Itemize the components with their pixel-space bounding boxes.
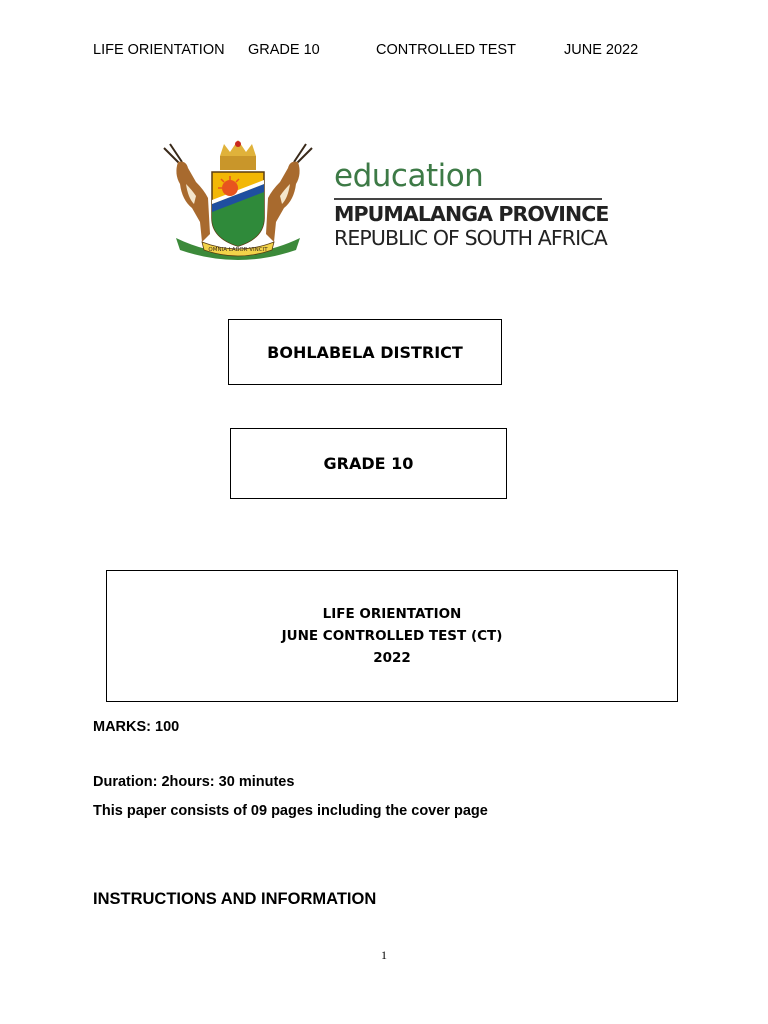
header-test-type: CONTROLLED TEST	[376, 42, 516, 58]
header-grade: GRADE 10	[248, 42, 320, 58]
page-number: 1	[381, 948, 387, 962]
motto-text: OMNIA LABOR VINCIT	[208, 247, 268, 253]
logo-education: education	[334, 158, 484, 194]
header-date: JUNE 2022	[564, 42, 639, 58]
logo-country: REPUBLIC OF SOUTH AFRICA	[334, 226, 607, 250]
logo-divider	[334, 198, 602, 200]
test-title-box	[106, 570, 678, 702]
department-logo-text	[334, 158, 624, 258]
grade-box	[230, 428, 507, 499]
title-year: 2022	[373, 650, 411, 666]
title-test-name: JUNE CONTROLLED TEST (CT)	[281, 628, 503, 644]
pages-note: This paper consists of 09 pages including the cover page	[93, 803, 488, 819]
header-subject: LIFE ORIENTATION	[93, 42, 225, 58]
logo-province: MPUMALANGA PROVINCE	[334, 202, 609, 226]
duration-text: Duration: 2hours: 30 minutes	[93, 774, 295, 790]
marks-text: MARKS: 100	[93, 719, 180, 735]
page-header	[0, 42, 768, 62]
coat-of-arms-logo	[156, 138, 320, 262]
title-subject: LIFE ORIENTATION	[322, 606, 462, 622]
grade-label: GRADE 10	[323, 454, 414, 473]
instructions-heading: INSTRUCTIONS AND INFORMATION	[93, 890, 377, 908]
district-label: BOHLABELA DISTRICT	[267, 342, 463, 362]
district-box	[228, 319, 502, 385]
